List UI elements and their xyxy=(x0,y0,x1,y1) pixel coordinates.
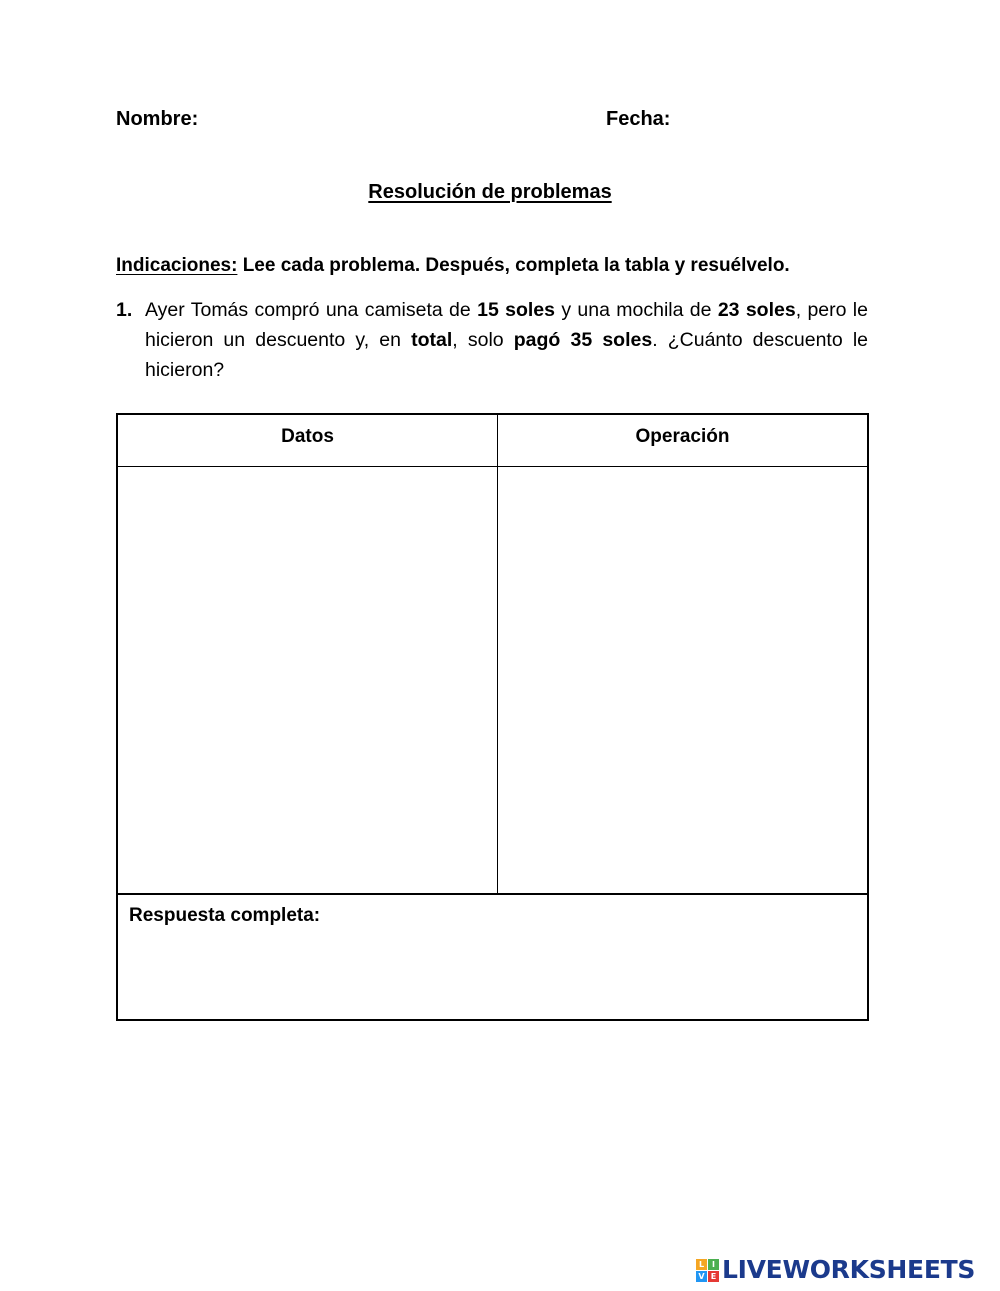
page-title xyxy=(0,180,980,204)
problem-1 xyxy=(116,295,868,385)
logo-cube: I xyxy=(708,1259,719,1270)
table-column-divider xyxy=(497,415,498,893)
problem-bold-total: total xyxy=(411,329,453,351)
instructions xyxy=(116,254,876,278)
liveworksheets-logo xyxy=(696,1253,975,1287)
problem-text xyxy=(145,295,868,385)
problem-bold-price-backpack: 23 soles xyxy=(717,299,796,321)
logo-wordmark: LIVEWORKSHEETS xyxy=(722,1255,976,1284)
table-answer-divider xyxy=(118,893,867,895)
table-header-divider xyxy=(118,466,867,467)
instructions-text: Lee cada problema. Después, completa la tabla y resuélvelo. xyxy=(242,255,790,276)
name-label: Nombre: xyxy=(116,108,199,130)
logo-cubes-icon xyxy=(696,1259,719,1282)
logo-cube: V xyxy=(696,1271,707,1282)
page-title-text: Resolución de problemas xyxy=(368,181,612,203)
problem-bold-price-shirt: 15 soles xyxy=(477,299,555,321)
problem-text-part: , solo xyxy=(452,329,514,351)
answer-label: Respuesta completa: xyxy=(129,905,321,926)
operacion-cell[interactable] xyxy=(500,469,865,891)
answer-cell[interactable] xyxy=(120,931,865,1017)
work-table xyxy=(116,413,869,1021)
column-header-datos: Datos xyxy=(281,426,334,447)
problem-text-part: Ayer Tomás compró una camiseta de xyxy=(145,299,478,321)
problem-text-part: , pero le hicieron un descuento y, en xyxy=(145,299,868,351)
problem-bold-paid: pagó 35 soles xyxy=(513,329,653,351)
logo-cube: L xyxy=(696,1259,707,1270)
date-label: Fecha: xyxy=(606,108,671,130)
datos-cell[interactable] xyxy=(120,469,495,891)
column-header-operacion: Operación xyxy=(635,426,730,447)
problem-text-part: . ¿Cuánto descuento le hicieron? xyxy=(145,329,868,381)
problem-number: 1. xyxy=(116,299,133,321)
instructions-label: Indicaciones: xyxy=(116,255,238,276)
logo-cube: E xyxy=(708,1271,719,1282)
problem-text-part: y una mochila de xyxy=(554,299,718,321)
